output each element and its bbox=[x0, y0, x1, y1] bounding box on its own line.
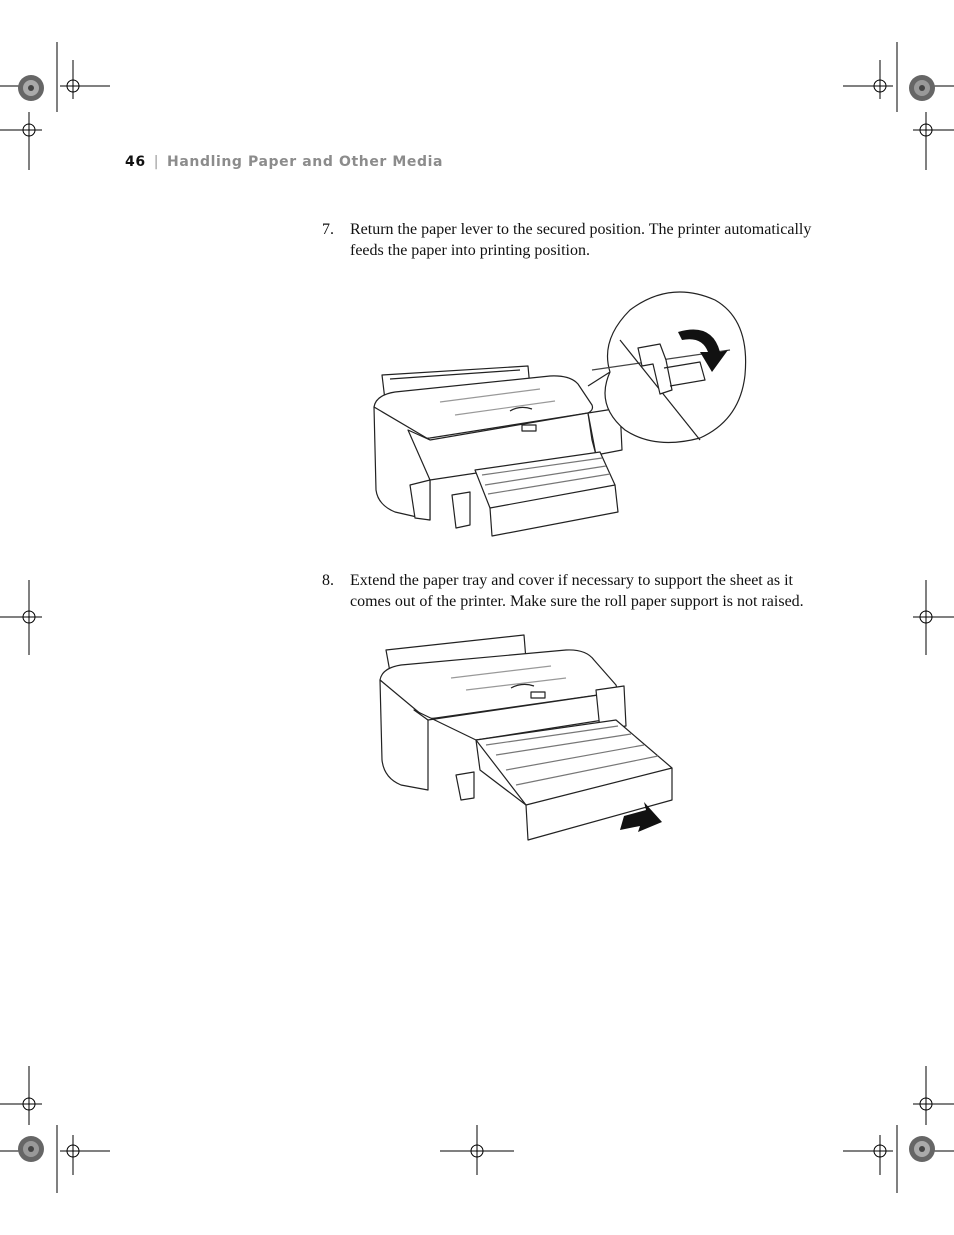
step-number: 8. bbox=[322, 572, 334, 589]
step-7 bbox=[322, 219, 832, 261]
crosshair-icon bbox=[913, 580, 954, 655]
crosshair-icon bbox=[60, 60, 110, 99]
printer-paper-lever-illustration bbox=[370, 280, 750, 542]
crosshair-icon bbox=[0, 1066, 42, 1125]
page-number: 46 bbox=[125, 154, 146, 170]
step-8 bbox=[322, 570, 832, 612]
step-text: Return the paper lever to the secured position. The printer automatically feeds the paper into printing position. bbox=[350, 221, 812, 259]
star-target-icon bbox=[909, 75, 935, 101]
header-separator: | bbox=[153, 154, 160, 170]
crosshair-icon bbox=[913, 112, 954, 170]
crosshair-icon bbox=[0, 580, 42, 655]
crosshair-icon bbox=[60, 1135, 110, 1175]
step-text: Extend the paper tray and cover if necessary to support the sheet as it comes out of the printer. Make sure the roll paper support is not raised. bbox=[350, 572, 804, 610]
star-target-icon bbox=[909, 1136, 935, 1162]
star-target-icon bbox=[18, 1136, 44, 1162]
chapter-title: Handling Paper and Other Media bbox=[167, 154, 444, 170]
crosshair-icon bbox=[913, 1066, 954, 1125]
printer-extended-tray-illustration bbox=[376, 630, 676, 846]
running-header bbox=[125, 154, 443, 170]
crosshair-icon bbox=[440, 1125, 514, 1175]
step-number: 7. bbox=[322, 221, 334, 238]
crosshair-icon bbox=[843, 60, 893, 99]
star-target-icon bbox=[18, 75, 44, 101]
crosshair-icon bbox=[843, 1135, 893, 1175]
pull-arrow-icon bbox=[620, 802, 662, 832]
crosshair-icon bbox=[0, 112, 42, 170]
